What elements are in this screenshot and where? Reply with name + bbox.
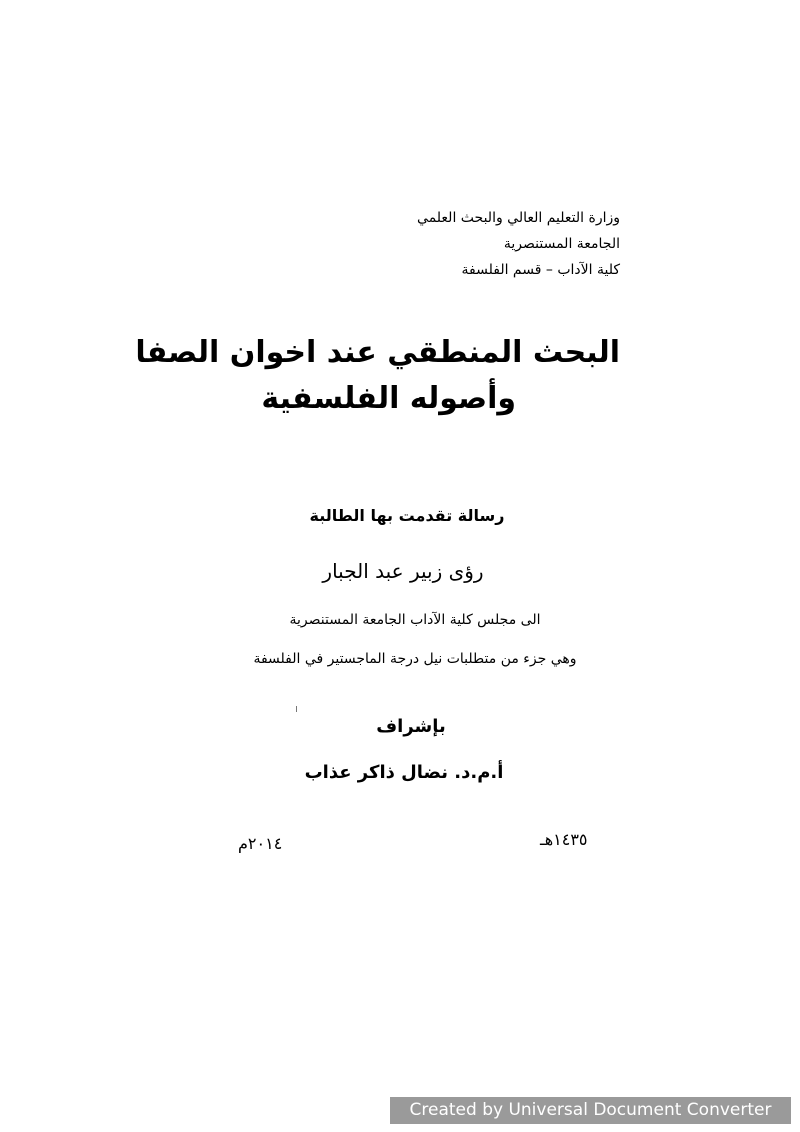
converter-watermark: Created by Universal Document Converter [390, 1097, 791, 1124]
thesis-title [100, 330, 620, 422]
scan-speck [296, 706, 297, 712]
degree-line: وهي جزء من متطلبات نيل درجة الماجستير في الفلسفة [253, 651, 577, 667]
submission-intro: رسالة تقدمت بها الطالبة [309, 506, 505, 525]
thesis-title-line-1: البحث المنطقي عند اخوان الصفا [135, 335, 620, 370]
supervisor-name: أ.م.د. نضال ذاكر عذاب [304, 762, 504, 783]
supervision-label: بإشراف [376, 716, 446, 737]
college-department: كلية الآداب – قسم الفلسفة [461, 262, 620, 278]
university-name: الجامعة المستنصرية [503, 236, 620, 252]
student-name: رؤى زبير عبد الجبار [322, 559, 484, 583]
thesis-title-line-2: وأصوله الفلسفية [261, 381, 516, 416]
ministry-name: وزارة التعليم العالي والبحث العلمي [417, 210, 620, 226]
gregorian-year: ٢٠١٤م [238, 834, 283, 853]
hijri-year: ١٤٣٥هـ [540, 830, 588, 849]
council-line: الى مجلس كلية الآداب الجامعة المستنصرية [289, 612, 541, 628]
institution-header [200, 205, 620, 283]
